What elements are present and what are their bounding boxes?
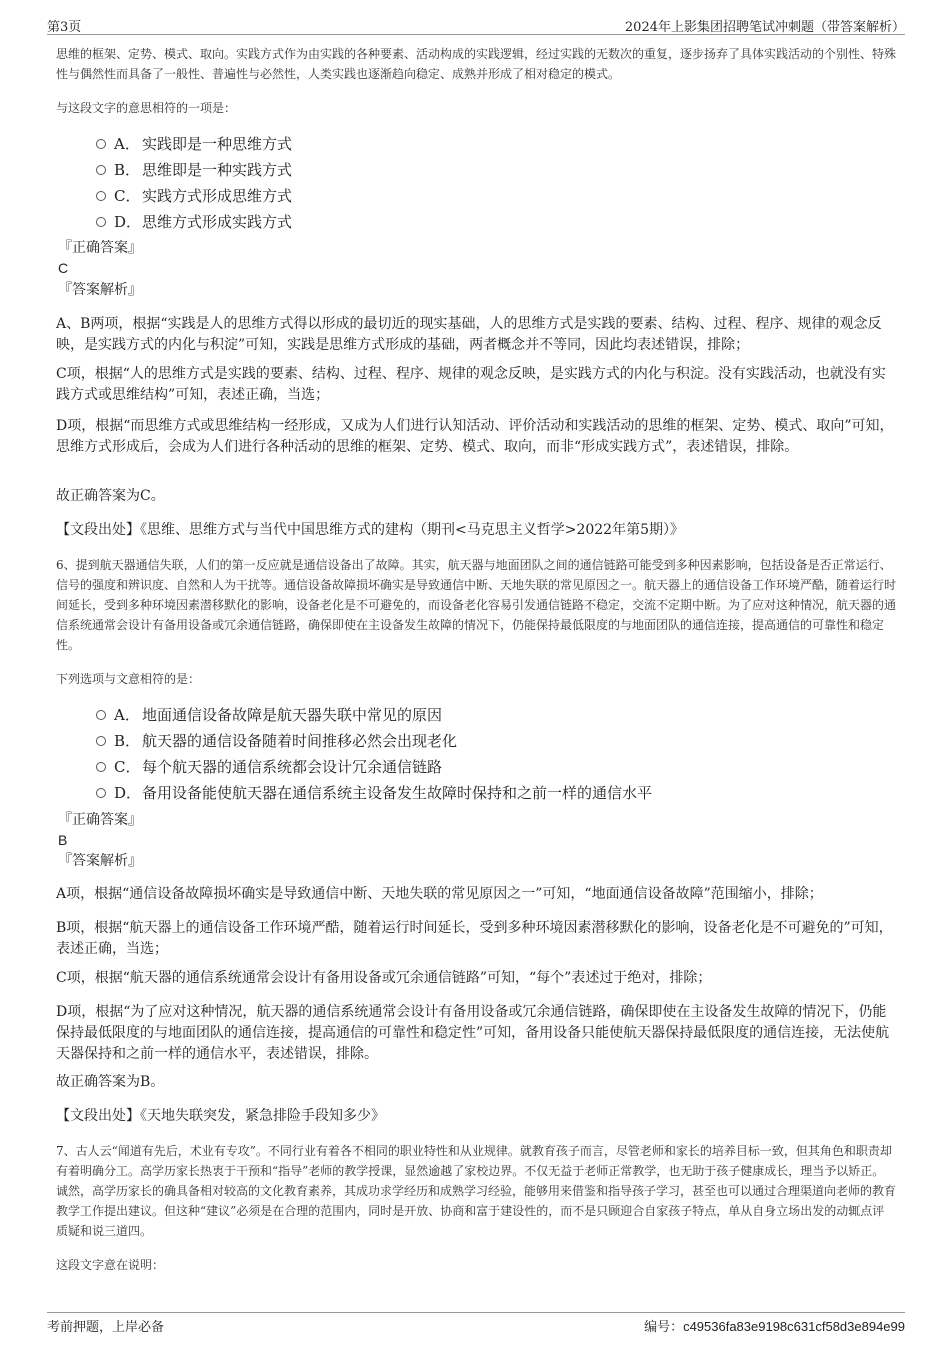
q6-analysis-c: C项，根据“航天器的通信系统通常会设计有备用设备或冗余通信链路”可知，“每个”表述过于绝对，排除；: [56, 970, 712, 986]
q5-analysis-label: 『答案解析』: [58, 282, 142, 298]
q6-option-b[interactable]: B． 航天器的通信设备随着时间推移必然会出现老化: [96, 728, 457, 754]
footer-slogan: 考前押题，上岸必备: [47, 1320, 165, 1335]
q6-analysis-a: A项，根据“通信设备故障损坏确实是导致通信中断、天地失联的常见原因之一”可知，“地面通信设备故障”范围缩小，排除；: [56, 886, 823, 902]
radio-icon[interactable]: [96, 788, 106, 798]
q6-option-d[interactable]: D．备用设备能使航天器在通信系统主设备发生故障时保持和之前一样的通信水平: [96, 780, 652, 806]
q5-analysis-d: D项，根据“而思维方式或思维结构一经形成，又成为人们进行认知活动、评价活动和实践活动的思维的框架、定势、模式、取向”可知，思维方式形成后，会成为人们进行各种活动的思维的框架、定势、模式、取向，而非“形成实践方式”，表述错误，排除。: [56, 418, 894, 455]
q5-passage-tail: 思维的框架、定势、模式、取向。实践方式作为由实践的各种要素、活动构成的实践逻辑，经过实践的无数次的重复，逐步扬弃了具体实践活动的个别性、特殊性与偶然性而具备了一般性、普遍性与必然性，人类实践也逐渐趋向稳定、成熟并形成了相对稳定的模式。: [56, 47, 897, 81]
q5-option-b[interactable]: B． 思维即是一种实践方式: [96, 157, 292, 183]
q6-answer: B: [58, 832, 68, 848]
q6-option-c[interactable]: C． 每个航天器的通信系统都会设计冗余通信链路: [96, 754, 442, 780]
page-number: 第3页: [47, 20, 82, 35]
q6-analysis-d: D项，根据“为了应对这种情况，航天器的通信系统通常会设计有备用设备或冗余通信链路，确保即使在主设备发生故障的情况下，仍能保持最低限度的与地面团队的通信连接，提高通信的可靠性和稳定性”可知，备用设备只能使航天器保持最低限度的通信连接，无法使航天器保持和之前一样的通信水平，表述错误，排除。: [56, 1004, 890, 1062]
radio-icon[interactable]: [96, 139, 106, 149]
q6-conclusion: 故正确答案为B。: [56, 1074, 165, 1090]
q5-source: 【文段出处】《思维、思维方式与当代中国思维方式的建构（期刊<马克思主义哲学>2022年第5期）》: [56, 522, 684, 538]
q6-option-a[interactable]: A． 地面通信设备故障是航天器失联中常见的原因: [96, 702, 442, 728]
q5-prompt: 与这段文字的意思相符的一项是：: [56, 101, 237, 115]
q5-answer-label: 『正确答案』: [58, 240, 142, 256]
q7-prompt: 这段文字意在说明：: [56, 1258, 165, 1272]
q6-answer-label: 『正确答案』: [58, 812, 142, 828]
q6-prompt: 下列选项与文意相符的是：: [56, 672, 201, 686]
radio-icon[interactable]: [96, 165, 106, 175]
q6-analysis-label: 『答案解析』: [58, 853, 142, 869]
q5-conclusion: 故正确答案为C。: [56, 488, 165, 504]
radio-icon[interactable]: [96, 762, 106, 772]
q6-source: 【文段出处】《天地失联突发，紧急排险手段知多少》: [56, 1108, 385, 1124]
q5-option-d[interactable]: D．思维方式形成实践方式: [96, 209, 292, 235]
page-footer: [47, 1312, 905, 1335]
q5-option-c[interactable]: C． 实践方式形成思维方式: [96, 183, 292, 209]
q6-passage: 6、提到航天器通信失联，人们的第一反应就是通信设备出了故障。其实，航天器与地面团队之间的通信链路可能受到多种因素影响，包括设备是否正常运行、信号的强度和辨识度、自然和人为干扰等。通信设备故障损坏确实是导致通信中断、天地失联的常见原因之一。航天器上的通信设备工作环境严酷，随着运行时间延长，受到多种环境因素潜移默化的影响，设备老化是不可避免的，而设备老化容易引发通信链路不稳定，交流不定期中断。为了应对这种情况，航天器的通信系统通常会设计有备用设备或冗余通信链路，确保即使在主设备发生故障的情况下，仍能保持最低限度的与地面团队的通信连接，提高通信的可靠性和稳定性。: [56, 558, 897, 652]
q5-answer: C: [58, 260, 69, 276]
document-code: 编号：c49536fa83e9198c631cf58d3e894e99: [644, 1319, 905, 1334]
q5-analysis-ab: A、B两项，根据“实践是人的思维方式得以形成的最切近的现实基础，人的思维方式是实践的要素、结构、过程、程序、规律的观念反映，是实践方式的内化与积淀”可知，实践是思维方式形成的基础，两者概念并不等同，因此均表述错误，排除；: [56, 316, 882, 353]
q5-option-a[interactable]: A． 实践即是一种思维方式: [96, 131, 292, 157]
q7-passage: 7、古人云“闻道有先后，术业有专攻”。不同行业有着各不相同的职业特性和从业规律。就教育孩子而言，尽管老师和家长的培养目标一致，但其角色和职责却有着明确分工。高学历家长热衷于干预和“指导”老师的教学授课，显然逾越了家校边界。不仅无益于老师正常教学，也无助于孩子健康成长，理当予以矫正。诚然，高学历家长的确具备相对较高的文化教育素养，其成功求学经历和成熟学习经验，能够用来借鉴和指导孩子学习，甚至也可以通过合理渠道向老师的教育教学工作提出建议。但这种“建议”必须是在合理的范围内，同时是开放、协商和富于建设性的，而不是只顾迎合自家孩子特点，单从自身立场出发的动辄点评质疑和说三道四。: [56, 1144, 897, 1238]
q6-analysis-b: B项，根据“航天器上的通信设备工作环境严酷，随着运行时间延长，受到多种环境因素潜移默化的影响，设备老化是不可避免的”可知，表述正确，当选；: [56, 920, 893, 957]
radio-icon[interactable]: [96, 217, 106, 227]
radio-icon[interactable]: [96, 736, 106, 746]
document-title: 2024年上影集团招聘笔试冲刺题（带答案解析）: [624, 20, 905, 35]
radio-icon[interactable]: [96, 191, 106, 201]
radio-icon[interactable]: [96, 710, 106, 720]
q5-analysis-c: C项，根据“人的思维方式是实践的要素、结构、过程、程序、规律的观念反映，是实践方式的内化与积淀。没有实践活动，也就没有实践方式或思维结构”可知，表述正确，当选；: [56, 366, 886, 403]
page-header: [47, 14, 905, 35]
